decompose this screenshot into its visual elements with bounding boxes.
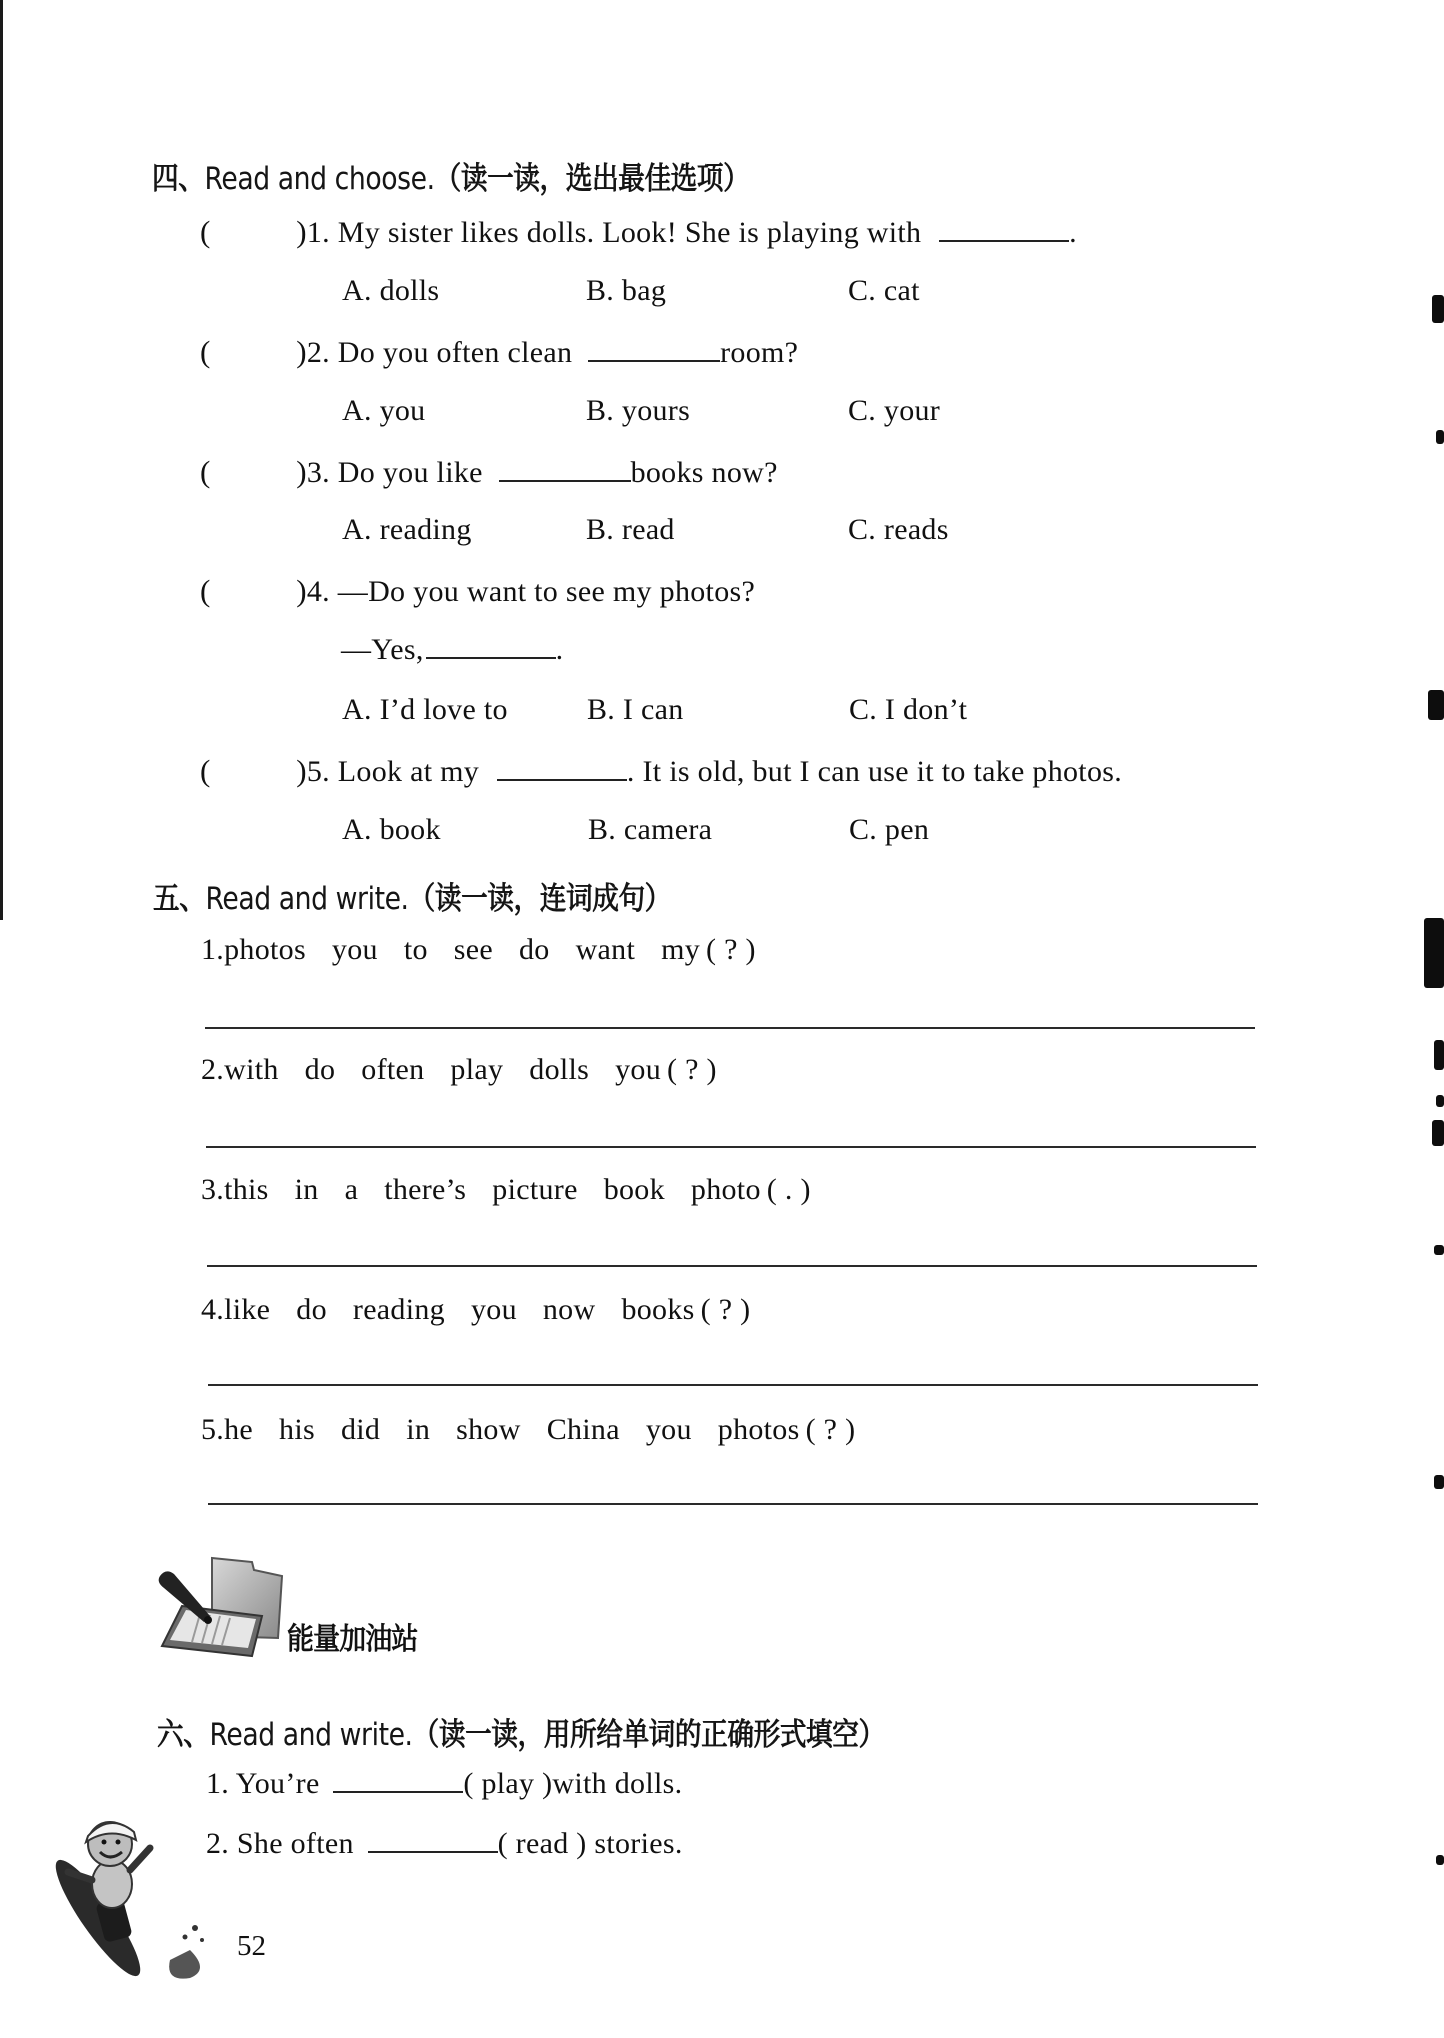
question-3	[200, 454, 778, 490]
fill-blank[interactable]	[939, 218, 1069, 242]
sentence-item-3	[201, 1173, 811, 1207]
answer-paren-close: )	[296, 454, 307, 489]
question-text-end: . It is old, but I can use it to take photos.	[626, 755, 1123, 788]
binding-mark	[1434, 1040, 1444, 1070]
section-number: 六、	[157, 1717, 210, 1753]
surfing-boy-icon	[40, 1800, 210, 1980]
word: do	[518, 933, 550, 966]
answer-line-4[interactable]	[208, 1384, 1258, 1386]
option-c: C. pen	[849, 813, 930, 846]
item-number: 3.	[201, 1173, 225, 1206]
answer-paren-close: )	[296, 753, 307, 788]
page-edge-left	[0, 0, 3, 920]
question-number: 4.	[306, 575, 330, 608]
word: books	[621, 1293, 695, 1326]
option-a: A. you	[342, 394, 426, 427]
section-number: 四、	[152, 161, 205, 197]
item-number: 5.	[201, 1413, 225, 1446]
fill-blank[interactable]	[497, 757, 627, 781]
word: do	[296, 1293, 327, 1326]
heading-english: Read and write.	[205, 881, 409, 917]
question-text-end: books now?	[630, 456, 778, 489]
item-number: 1.	[206, 1767, 230, 1800]
question-5	[200, 753, 1122, 789]
sentence-item-1	[201, 933, 756, 967]
answer-paren-open: (	[200, 753, 211, 788]
item-number: 1.	[201, 933, 225, 966]
option-a: A. I’d love to	[342, 693, 508, 726]
section-5-heading	[153, 873, 671, 918]
answer-line-3[interactable]	[207, 1265, 1257, 1267]
binding-mark	[1428, 690, 1444, 720]
option-c: C. reads	[848, 513, 949, 546]
fill-item-1	[206, 1767, 682, 1801]
word: you	[470, 1293, 517, 1326]
answer-paren-open: (	[200, 454, 211, 489]
word: reading	[352, 1293, 445, 1326]
word: did	[340, 1413, 381, 1446]
option-a: A. book	[342, 813, 441, 846]
word: like	[224, 1293, 271, 1326]
word: want	[575, 933, 636, 966]
sentence-item-5	[201, 1413, 855, 1447]
word: in	[294, 1173, 319, 1206]
question-text: Do you like	[337, 456, 483, 489]
word: with	[224, 1053, 279, 1086]
question-2	[200, 334, 798, 370]
fill-blank[interactable]	[368, 1829, 498, 1853]
option-c: C. I don’t	[849, 693, 968, 726]
question-number: 5.	[306, 755, 330, 788]
binding-mark	[1434, 1245, 1444, 1255]
binding-mark	[1436, 430, 1444, 444]
section-6-heading	[157, 1709, 885, 1754]
heading-chinese: （读一读，用所给单词的正确形式填空）	[412, 1717, 885, 1753]
answer-paren-open: (	[200, 573, 211, 608]
word: dolls	[529, 1053, 590, 1086]
word: his	[279, 1413, 315, 1446]
option-c: C. cat	[848, 274, 920, 307]
word: book	[603, 1173, 665, 1206]
item-number: 2.	[201, 1053, 225, 1086]
fill-blank[interactable]	[588, 338, 720, 362]
word-hint: ( play )	[463, 1767, 553, 1800]
question-text: Look at my	[337, 755, 480, 788]
word: you	[331, 933, 378, 966]
question-text: My sister likes dolls. Look! She is playing with	[337, 216, 922, 249]
punctuation-hint: ( ? )	[706, 933, 756, 966]
question-text-end: room?	[720, 336, 799, 369]
word: a	[344, 1173, 359, 1206]
section-4-heading	[152, 153, 749, 198]
word: play	[450, 1053, 504, 1086]
punctuation-hint: ( . )	[766, 1173, 811, 1206]
fill-blank[interactable]	[499, 458, 631, 482]
word: now	[542, 1293, 596, 1326]
word: do	[304, 1053, 336, 1086]
question-1	[200, 214, 1077, 250]
binding-mark	[1432, 295, 1444, 323]
item-number: 2.	[206, 1827, 230, 1860]
word: show	[456, 1413, 521, 1446]
binding-mark	[1434, 1475, 1444, 1489]
answer-line-2[interactable]	[206, 1146, 1256, 1148]
binding-mark	[1436, 1855, 1444, 1865]
word: you	[615, 1053, 662, 1086]
booklet-title: 能量加油站	[287, 1622, 418, 1657]
word: photos	[224, 933, 306, 966]
heading-chinese: （读一读，连词成句）	[408, 881, 671, 917]
word: this	[224, 1173, 269, 1206]
word-hint: ( read )	[497, 1827, 587, 1860]
question-4	[200, 573, 755, 609]
item-text: You’re	[235, 1767, 320, 1800]
question-text: —Do you want to see my photos?	[337, 575, 756, 608]
binding-mark	[1432, 1120, 1444, 1146]
binding-mark	[1424, 918, 1444, 988]
punctuation-hint: ( ? )	[700, 1293, 751, 1326]
heading-english: Read and write.	[209, 1717, 413, 1753]
word: see	[453, 933, 493, 966]
option-b: B. camera	[588, 813, 713, 846]
binding-mark	[1436, 1095, 1444, 1107]
answer-line-5[interactable]	[208, 1503, 1258, 1505]
word: my	[661, 933, 701, 966]
answer-paren-close: )	[296, 573, 307, 608]
word: picture	[492, 1173, 578, 1206]
punctuation-hint: ( ? )	[805, 1413, 856, 1446]
item-text-end: stories.	[586, 1827, 683, 1860]
question-number: 1.	[306, 216, 330, 249]
item-text: She often	[236, 1827, 354, 1860]
option-b: B. bag	[586, 274, 667, 307]
fill-blank[interactable]	[426, 635, 556, 659]
answer-paren-close: )	[296, 214, 307, 249]
word: there’s	[384, 1173, 467, 1206]
heading-english: Read and choose.	[204, 161, 435, 197]
word: you	[645, 1413, 692, 1446]
reply-text-end: .	[555, 633, 564, 666]
answer-paren-open: (	[200, 214, 211, 249]
heading-chinese: （读一读，选出最佳选项）	[434, 161, 750, 197]
word: in	[406, 1413, 431, 1446]
section-number: 五、	[153, 881, 206, 917]
question-text-end: .	[1069, 216, 1077, 249]
fill-blank[interactable]	[333, 1769, 463, 1793]
word: photo	[690, 1173, 761, 1206]
word: he	[224, 1413, 254, 1446]
option-c: C. your	[848, 394, 941, 427]
word: often	[361, 1053, 425, 1086]
answer-paren-close: )	[296, 334, 307, 369]
option-b: B. I can	[587, 693, 684, 726]
reply-text: —Yes,	[341, 633, 424, 666]
answer-paren-open: (	[200, 334, 211, 369]
notebook-pen-icon	[152, 1548, 292, 1668]
word: China	[546, 1413, 620, 1446]
question-text: Do you often clean	[337, 336, 573, 369]
question-number: 3.	[306, 456, 330, 489]
item-number: 4.	[201, 1293, 225, 1326]
item-text-end: with dolls.	[552, 1767, 683, 1800]
answer-line-1[interactable]	[205, 1027, 1255, 1029]
page-number: 52	[237, 1930, 266, 1962]
sentence-item-4	[201, 1293, 750, 1327]
fill-item-2	[206, 1827, 683, 1861]
option-a: A. dolls	[342, 274, 440, 307]
option-b: B. yours	[586, 394, 691, 427]
word: photos	[717, 1413, 800, 1446]
question-number: 2.	[306, 336, 330, 369]
sentence-item-2	[201, 1053, 717, 1087]
question-4-reply	[341, 633, 563, 667]
punctuation-hint: ( ? )	[667, 1053, 717, 1086]
word: to	[403, 933, 428, 966]
option-a: A. reading	[342, 513, 472, 546]
option-b: B. read	[586, 513, 675, 546]
